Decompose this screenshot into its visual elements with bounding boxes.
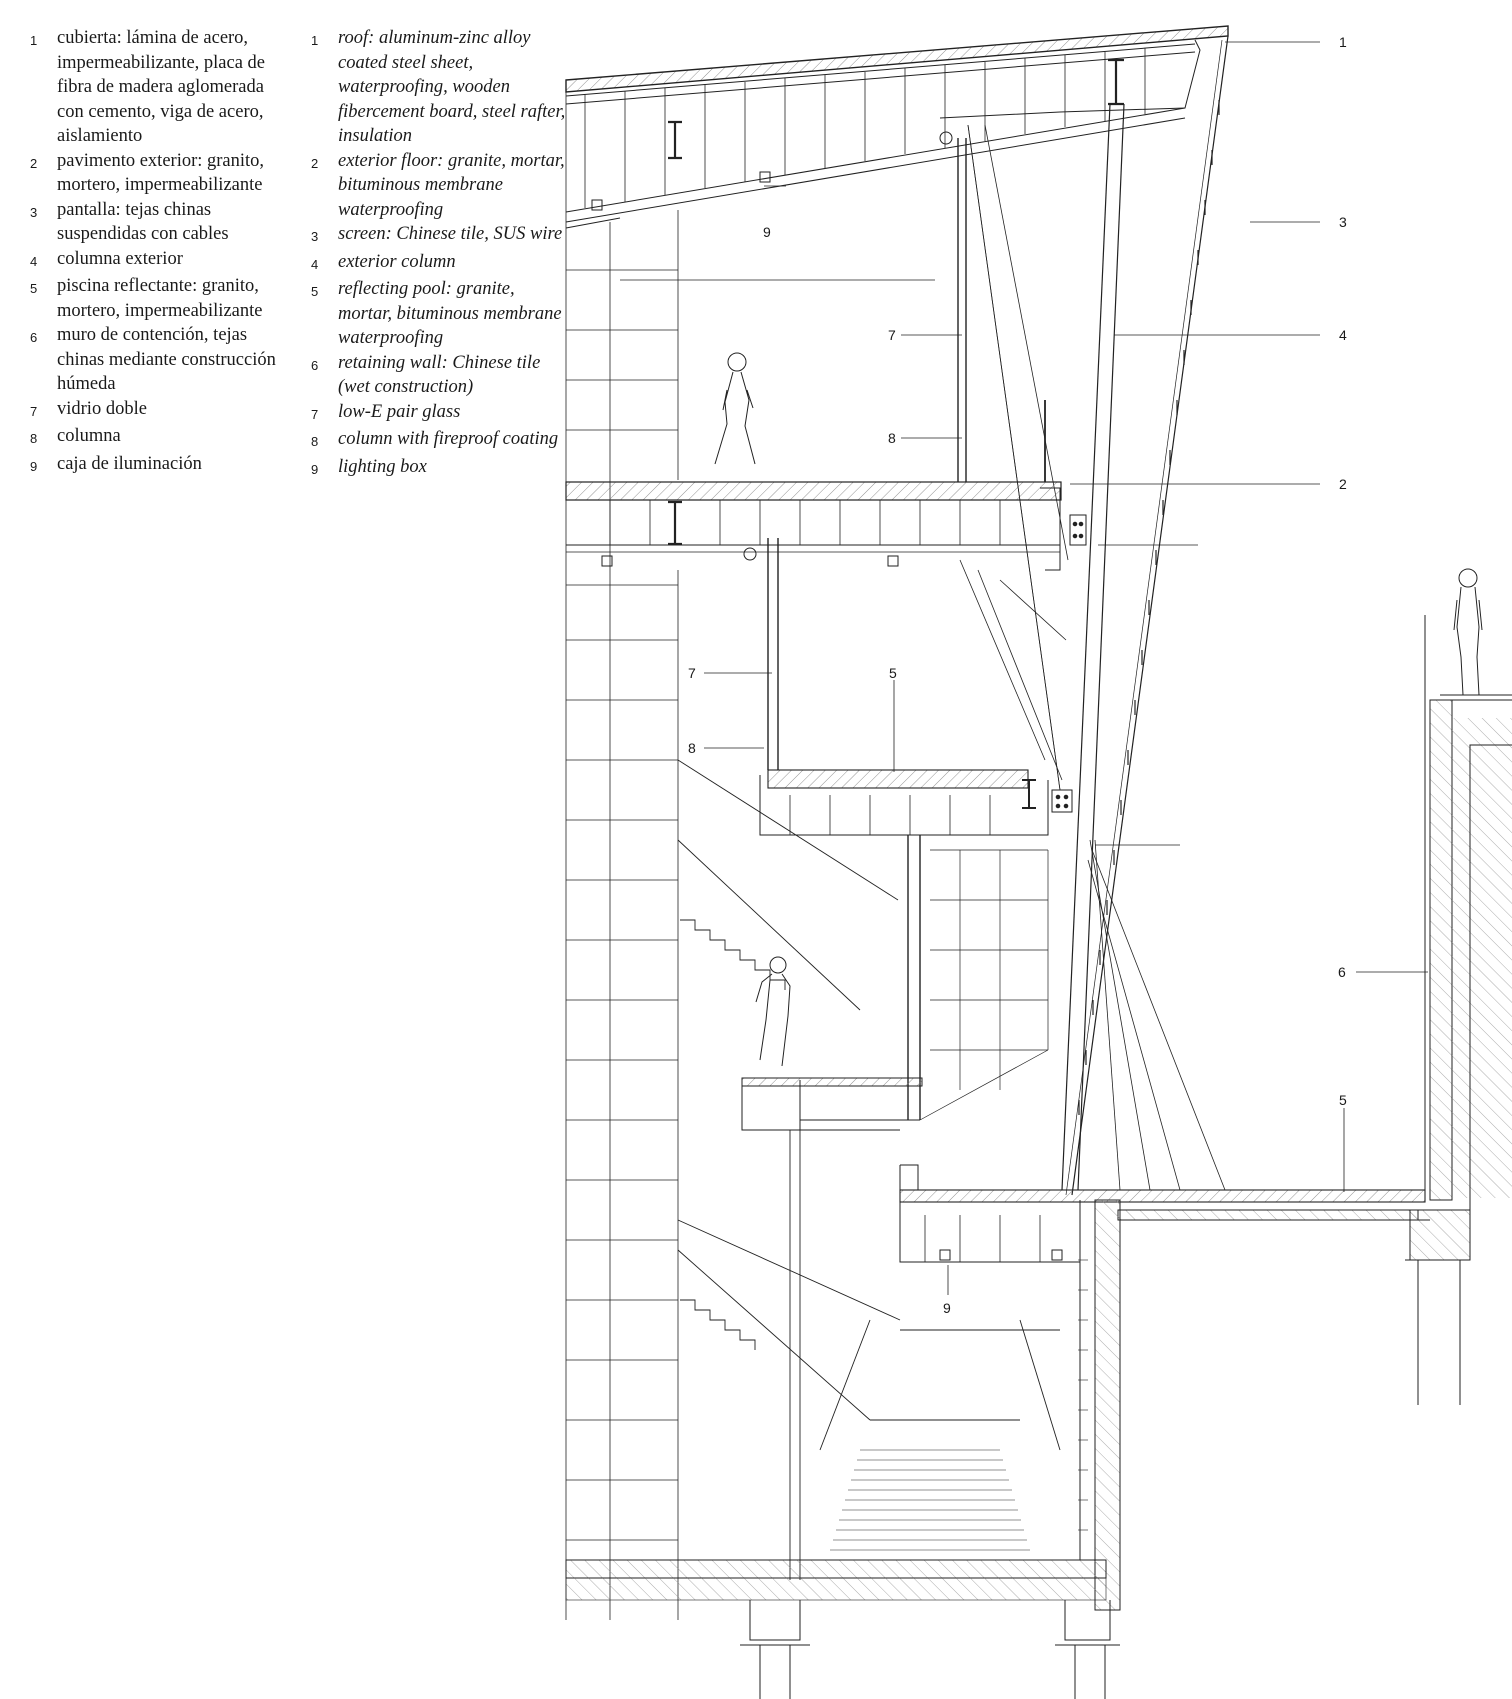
central-column (800, 835, 1048, 1120)
legend-en-num: 8 (311, 434, 319, 449)
legend-es-text: columna exterior (57, 248, 183, 269)
legend-es-text: piscina reflectante: granito, mortero, impermeabilizante (57, 276, 263, 321)
callout-4: 4 (1339, 327, 1347, 343)
legend-en-text: exterior column (338, 251, 456, 272)
exterior-column (1062, 104, 1124, 1190)
callout-6: 6 (1338, 964, 1346, 980)
connection-plate-mid (1052, 790, 1072, 812)
legend-en-text: lighting box (338, 456, 427, 477)
legend-en-num: 9 (311, 461, 319, 477)
legend-es-text: pantalla: tejas chinas suspendidas con cables (57, 199, 229, 244)
legend-es-text: columna (57, 426, 121, 446)
basement-wall (566, 1200, 1430, 1699)
callout-9-lower: 9 (943, 1300, 951, 1316)
callout-5-pool: 5 (889, 665, 897, 681)
bracing-cables (968, 125, 1225, 1190)
legend-es-num: 2 (30, 155, 38, 171)
stairs (678, 760, 1060, 1580)
legend-en-num: 5 (311, 284, 319, 299)
tile-screen (1066, 36, 1228, 1195)
legend-en-num: 3 (311, 229, 319, 244)
callout-2: 2 (1339, 476, 1347, 492)
legend-es-num: 7 (30, 403, 38, 419)
person-mid (756, 957, 790, 1066)
legend-es-num: 5 (30, 281, 38, 296)
retaining-wall (1118, 615, 1512, 1405)
legend-es-text: pavimento exterior: granito, mortero, impermeabilizante (57, 150, 265, 195)
roof (566, 26, 1228, 228)
callout-8-upper: 8 (888, 430, 896, 446)
interior-wall-grid (566, 80, 935, 1620)
callout-3: 3 (1339, 214, 1347, 230)
legend-en-text: low-E pair glass (338, 401, 461, 422)
person-right (1454, 569, 1482, 695)
callout-1: 1 (1339, 34, 1347, 50)
roof-lighting-fixture (940, 132, 952, 144)
roof-lighting-box (760, 172, 770, 182)
connection-plate (1070, 515, 1086, 545)
legend-en-num: 7 (311, 406, 319, 422)
legend-en-text: roof: aluminum-zinc alloy coated steel sheet, waterproofing, wooden fibercement board, steel rafter, insulation (338, 28, 566, 146)
legend-es-num: 4 (30, 253, 38, 269)
roof-steel-beam (668, 122, 682, 158)
stair-landing (742, 1078, 922, 1130)
legend-en-num: 4 (311, 256, 319, 272)
legend-en-num: 1 (311, 33, 319, 48)
legend-en-text: screen: Chinese tile, SUS wire (338, 224, 563, 244)
legend-es-text: vidrio doble (57, 398, 147, 419)
callout-7-upper: 7 (888, 327, 896, 343)
legend-es-num: 8 (30, 431, 38, 446)
person-upper (715, 353, 755, 464)
callout-7-mid: 7 (688, 665, 696, 681)
legend-en-text: exterior floor: granite, mortar, bituminous membrane waterproofing (338, 150, 565, 220)
legend-es-num: 6 (30, 330, 38, 345)
upper-floor-slab (566, 482, 1086, 570)
legend-es-num: 3 (30, 204, 38, 220)
callout-numbers (688, 34, 1347, 1316)
legend-es-num: 1 (30, 33, 38, 48)
roof-edge-beam (1108, 60, 1124, 104)
legend-en-num: 2 (311, 155, 319, 171)
reflecting-pool-mid (760, 770, 1072, 835)
mid-glass-column (768, 538, 778, 770)
upper-glass-column (958, 138, 1045, 482)
legend-en-text: reflecting pool: granite, mortar, bituminous membrane waterproofing (338, 279, 562, 348)
legend-en-text: column with fireproof coating (338, 429, 559, 449)
legend-es-text: cubierta: lámina de acero, impermeabilizante, placa de fibra de madera aglomerada con cemento, viga de acero, aislamiento (57, 28, 266, 146)
legend-en-text: retaining wall: Chinese tile (wet construction) (338, 352, 541, 397)
callout-9-roof: 9 (763, 224, 771, 240)
legend-es-num: 9 (30, 458, 38, 474)
legend-es-text: caja de iluminación (57, 453, 202, 474)
legend-es-text: muro de contención, tejas chinas mediante construcción húmeda (57, 325, 276, 394)
screen-tiles (1079, 100, 1219, 1115)
legend-en-num: 6 (311, 357, 319, 373)
callout-5-lower: 5 (1339, 1092, 1347, 1108)
callout-8-mid: 8 (688, 740, 696, 756)
